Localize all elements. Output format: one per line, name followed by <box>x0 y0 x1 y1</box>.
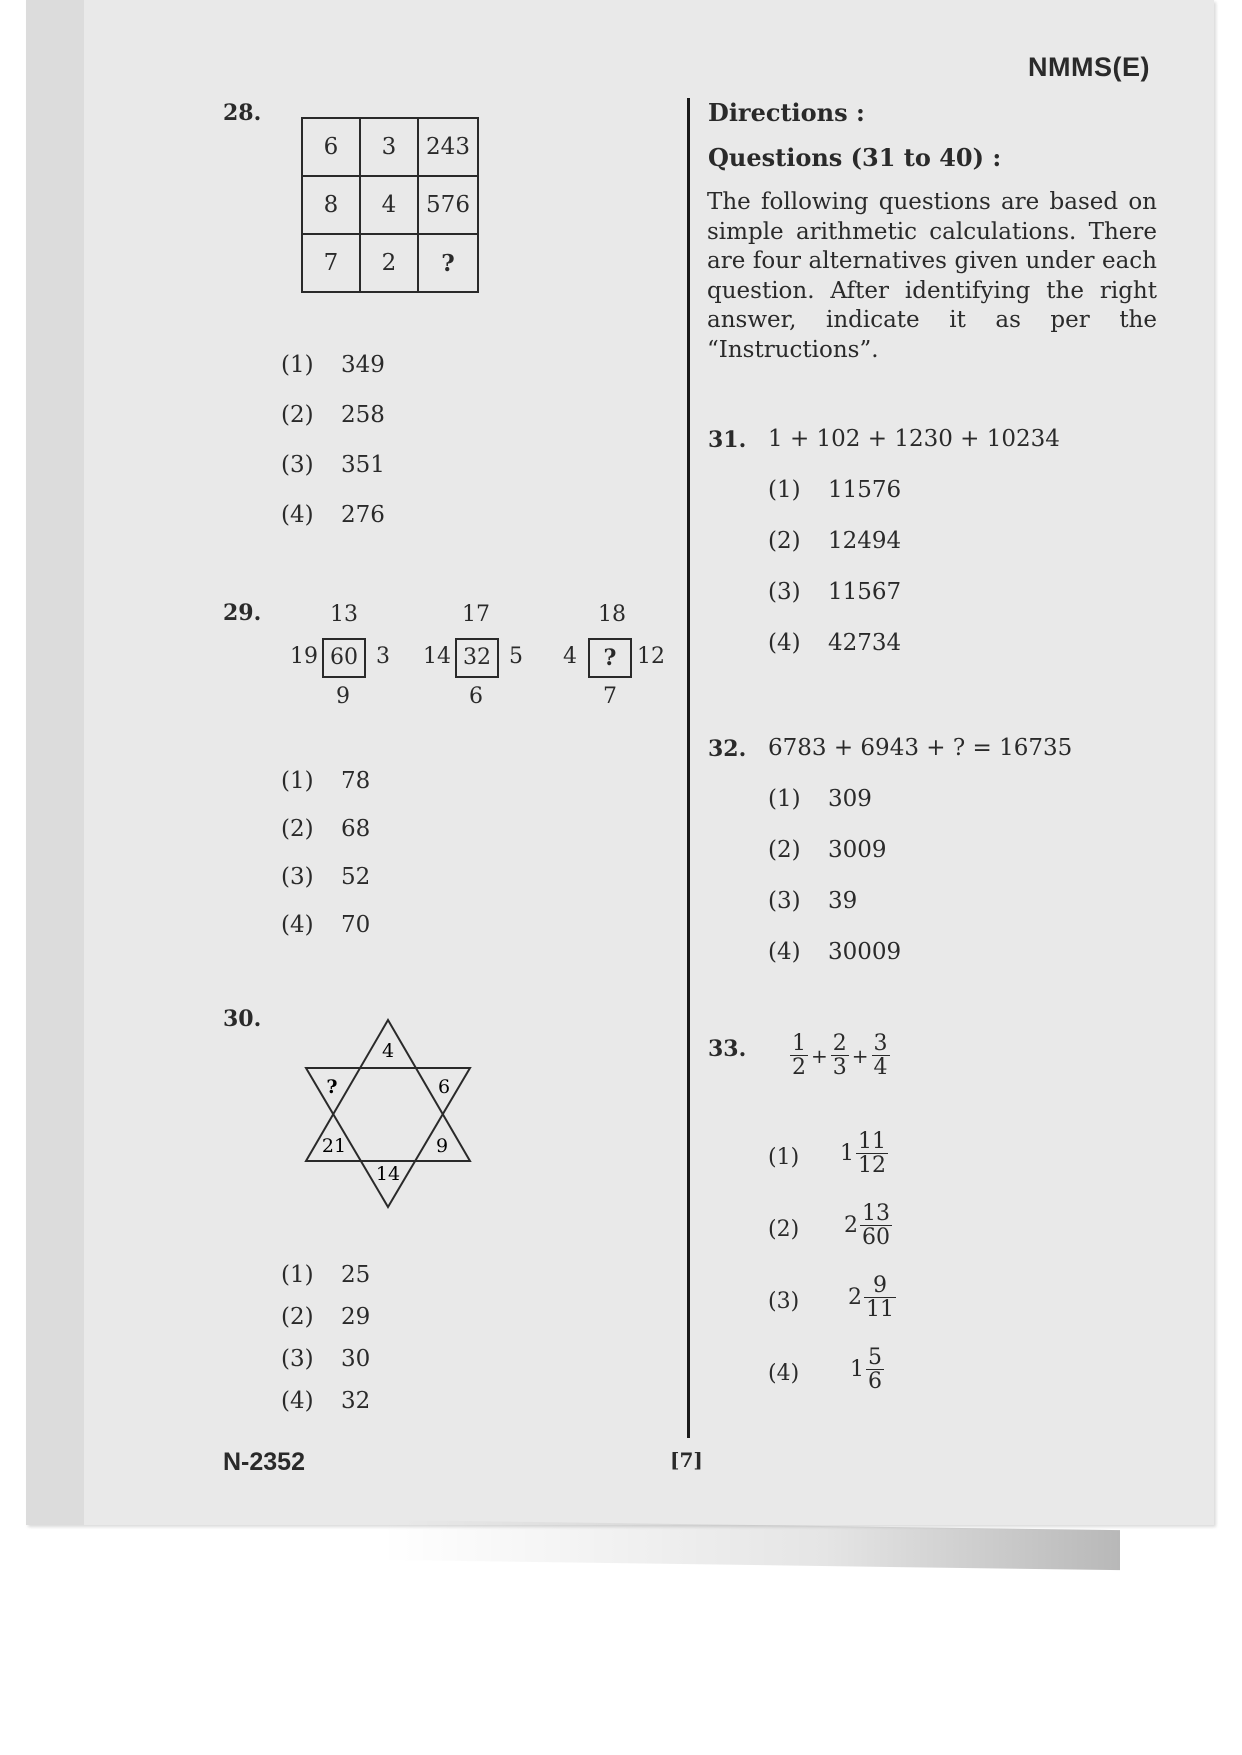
question-31-text: 1 + 102 + 1230 + 10234 <box>768 426 1060 452</box>
option-value: 30 <box>341 1346 371 1372</box>
option-value: 25 <box>341 1262 371 1288</box>
option-value: 258 <box>341 402 385 428</box>
denominator: 6 <box>868 1369 882 1395</box>
fig2-left: 14 <box>423 644 451 669</box>
option-value: 30009 <box>828 939 902 965</box>
exam-code: NMMS(E) <box>1028 52 1150 82</box>
option-value: 32 <box>341 1388 371 1414</box>
page-number: [7] <box>670 1448 703 1472</box>
grid-cell: 243 <box>418 118 478 176</box>
fig2-right: 5 <box>509 644 523 669</box>
option-label: (1) <box>281 1262 314 1288</box>
fig2-center-box: 32 <box>455 638 499 678</box>
option[interactable] <box>768 1274 968 1334</box>
question-30-number: 30. <box>223 1006 262 1032</box>
option-value: 12494 <box>828 528 902 554</box>
option-value: 309 <box>828 786 872 812</box>
fraction <box>831 1032 849 1079</box>
option-value: 70 <box>341 912 371 938</box>
whole-part: 1 <box>840 1141 854 1167</box>
fraction <box>872 1032 890 1079</box>
option-label: (1) <box>768 786 801 812</box>
page-bottom-shadow <box>380 1520 1120 1570</box>
option[interactable] <box>768 1130 968 1190</box>
option-value: 276 <box>341 502 385 528</box>
paper-code: N-2352 <box>223 1448 305 1476</box>
option-label: (4) <box>768 630 801 656</box>
option-label: (2) <box>281 402 314 428</box>
option-value: 351 <box>341 452 385 478</box>
mixed-fraction <box>844 1202 892 1249</box>
star-lower-right-number: 9 <box>435 1135 449 1157</box>
option-label: (4) <box>281 502 314 528</box>
fig3-center-box: ? <box>588 638 632 678</box>
option-label: (3) <box>768 1289 800 1314</box>
option-label: (2) <box>281 816 314 842</box>
directions-title: Directions : <box>708 98 865 127</box>
numerator: 13 <box>862 1201 890 1226</box>
question-32-text: 6783 + 6943 + ? = 16735 <box>768 735 1073 761</box>
option[interactable] <box>768 1202 968 1262</box>
option-value: 78 <box>341 768 371 794</box>
question-31-number: 31. <box>708 427 747 453</box>
grid-cell: 576 <box>418 176 478 234</box>
star-upper-right-number: 6 <box>437 1076 451 1098</box>
option-label: (2) <box>768 1217 800 1242</box>
denominator: 3 <box>832 1055 847 1081</box>
question-29-number: 29. <box>223 600 262 626</box>
star-upper-left-number: ? <box>326 1076 338 1098</box>
whole-part: 1 <box>850 1357 864 1383</box>
denominator: 2 <box>792 1055 806 1081</box>
option-label: (3) <box>768 579 801 605</box>
fig1-center-box: 60 <box>322 638 366 678</box>
denominator: 60 <box>862 1225 890 1251</box>
grid-cell: 7 <box>302 234 360 292</box>
numerator: 2 <box>832 1031 847 1056</box>
denominator: 4 <box>873 1055 888 1081</box>
grid-cell-unknown: ? <box>418 234 478 292</box>
option-label: (1) <box>281 352 314 378</box>
numerator: 9 <box>864 1274 896 1298</box>
option-value: 52 <box>341 864 371 890</box>
numerator: 1 <box>792 1031 806 1056</box>
option-value: 39 <box>828 888 858 914</box>
whole-part: 2 <box>844 1213 858 1239</box>
option-label: (1) <box>768 1145 800 1170</box>
denominator: 12 <box>858 1153 886 1179</box>
option-value: 11576 <box>828 477 902 503</box>
option-label: (4) <box>281 1388 314 1414</box>
directions-text: The following questions are based on simple arithmetic calculations. There are four alternatives given under each question. After identifying the right answer, indicate it as per the “Instructions”. <box>707 189 1157 363</box>
q28-number-grid <box>301 117 479 293</box>
option-label: (1) <box>281 768 314 794</box>
option[interactable] <box>768 1346 968 1406</box>
fig1-right: 3 <box>376 644 390 669</box>
grid-cell: 2 <box>360 234 418 292</box>
star-top-number: 4 <box>381 1040 395 1062</box>
question-33-expression <box>790 1032 890 1079</box>
option-label: (4) <box>768 939 801 965</box>
option-label: (3) <box>281 1346 314 1372</box>
option-value: 11567 <box>828 579 902 605</box>
plus-operator: + <box>851 1043 869 1068</box>
star-bottom-number: 14 <box>375 1163 401 1185</box>
grid-cell: 8 <box>302 176 360 234</box>
fig3-top: 18 <box>598 602 626 627</box>
question-33-number: 33. <box>708 1036 747 1062</box>
mixed-fraction <box>840 1130 888 1177</box>
option-label: (3) <box>281 452 314 478</box>
fraction <box>790 1032 808 1079</box>
fig3-bottom: 7 <box>603 684 617 709</box>
mixed-fraction <box>850 1346 884 1393</box>
q29-figure-row <box>280 600 680 710</box>
option-value: 29 <box>341 1304 371 1330</box>
q30-star-figure <box>300 1015 480 1215</box>
star-lower-left-number: 21 <box>321 1135 347 1157</box>
column-divider <box>687 98 690 1438</box>
question-28-number: 28. <box>223 100 262 126</box>
numerator: 3 <box>873 1031 888 1056</box>
numerator: 11 <box>858 1129 886 1154</box>
fig2-bottom: 6 <box>469 684 483 709</box>
page-binding-shadow <box>26 0 84 1525</box>
option-label: (2) <box>768 528 801 554</box>
fig1-top: 13 <box>330 602 358 627</box>
grid-cell: 6 <box>302 118 360 176</box>
whole-part: 2 <box>848 1285 862 1311</box>
option-value: 3009 <box>828 837 887 863</box>
denominator: 11 <box>866 1297 894 1323</box>
grid-cell: 4 <box>360 176 418 234</box>
option-value: 349 <box>341 352 385 378</box>
option-label: (3) <box>281 864 314 890</box>
numerator: 5 <box>868 1345 882 1370</box>
directions-subtitle: Questions (31 to 40) : <box>708 143 1002 172</box>
option-label: (3) <box>768 888 801 914</box>
option-value: 68 <box>341 816 371 842</box>
option-label: (2) <box>768 837 801 863</box>
option-label: (4) <box>768 1361 800 1386</box>
fig1-bottom: 9 <box>336 684 350 709</box>
option-value: 42734 <box>828 630 902 656</box>
option-label: (1) <box>768 477 801 503</box>
fig3-right: 12 <box>637 644 665 669</box>
plus-operator: + <box>811 1043 828 1068</box>
fig1-left: 19 <box>290 644 318 669</box>
question-32-number: 32. <box>708 736 747 762</box>
option-label: (4) <box>281 912 314 938</box>
fig3-left: 4 <box>563 644 577 669</box>
fig2-top: 17 <box>462 602 490 627</box>
grid-cell: 3 <box>360 118 418 176</box>
option-label: (2) <box>281 1304 314 1330</box>
mixed-fraction <box>848 1274 896 1321</box>
